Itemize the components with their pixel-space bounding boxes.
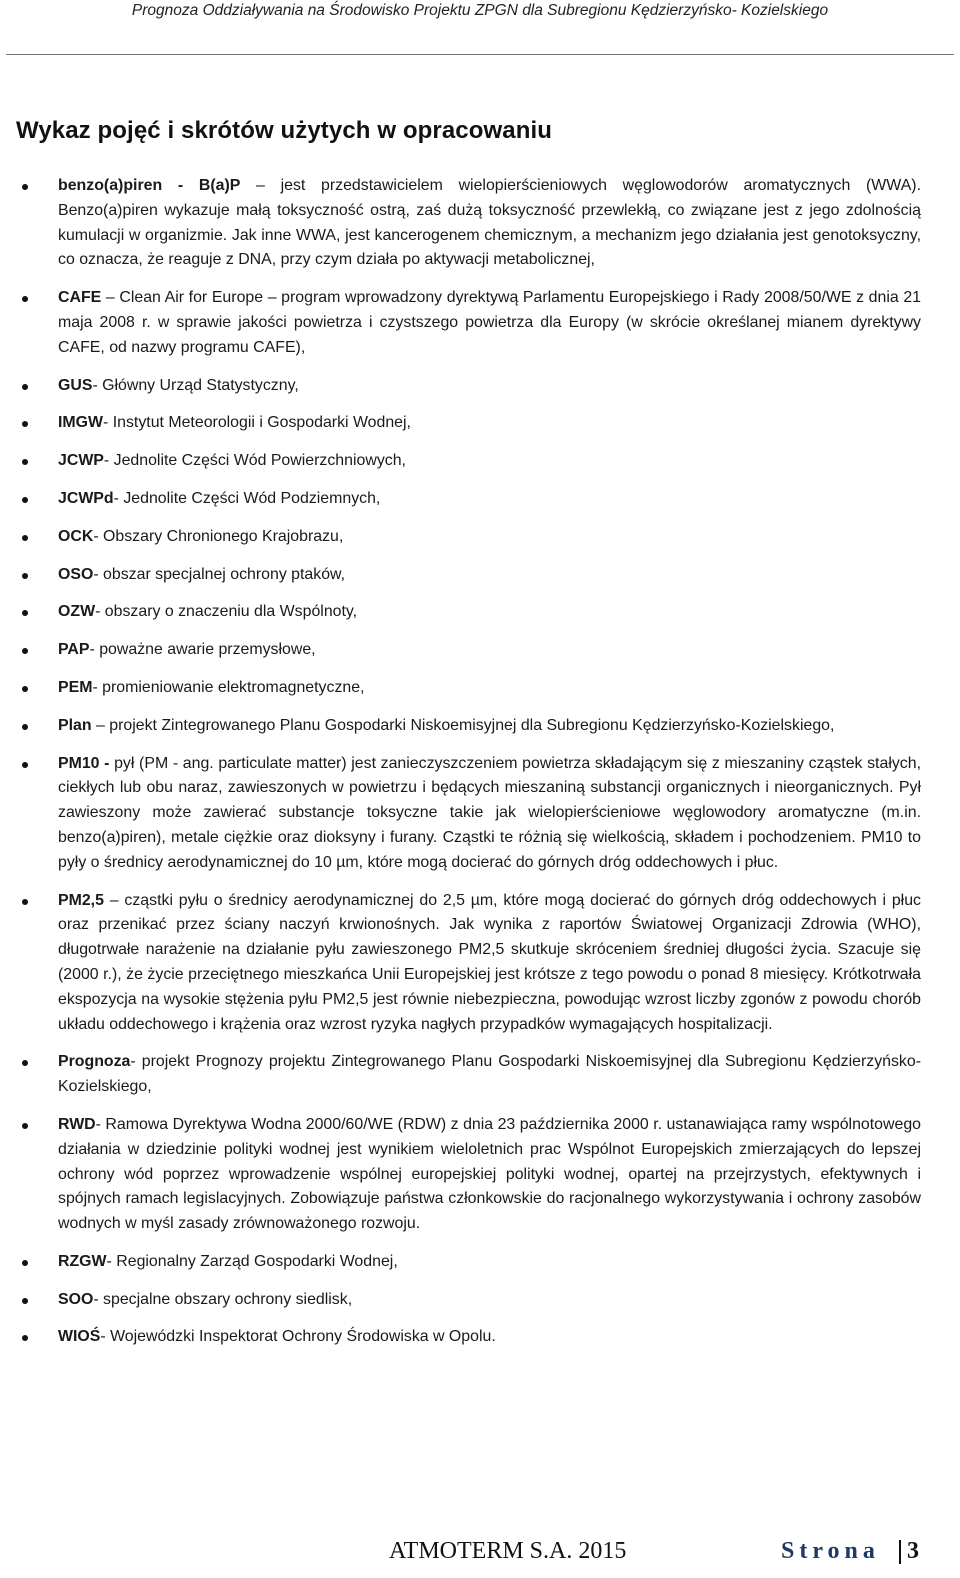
bullet-icon [22, 610, 28, 616]
glossary-definition: - Jednolite Części Wód Powierzchniowych, [103, 452, 406, 470]
bullet-icon [22, 535, 28, 541]
bullet-icon [22, 184, 28, 190]
glossary-term: benzo(a)piren - B(a)P [58, 177, 241, 194]
bullet-icon [22, 384, 28, 390]
glossary-term: JCWPd [58, 489, 114, 507]
glossary-term: PM2,5 [58, 891, 104, 909]
page-number-separator [899, 1540, 901, 1564]
glossary-entry [58, 487, 921, 512]
glossary-entry [58, 638, 921, 663]
glossary-definition: - Ramowa Dyrektywa Wodna 2000/60/WE (RDW) z dnia 23 października 2000 r. ustanawiająca ramy wspólnotowego działania w dziedzinie polityki wodnej jest wynikiem wieloletnich prac Wspólnot Europejskich zmierzających do lepszej ochrony wód poprzez wprowadzenie wspólnej europejskiej polityki wodnej, opartej na przejrzystych, efektywnych i spójnych ramach legislacyjnych. Zobowiązuje państwa członkowskie do racjonalnego wykorzystywania i ochrony zasobów wodnych w myśl zasady zrównoważonego rozwoju. [58, 1115, 921, 1233]
glossary-definition: - Jednolite Części Wód Podziemnych, [113, 489, 381, 507]
glossary-definition: – cząstki pyłu o średnicy aerodynamicznej do 2,5 µm, które mogą docierać do górnych dróg oddechowych i płuc oraz przenikać przez ściany naczyń krwionośnych. Jak wynika z raportów Światowej Organizacji Zdrowia (WHO), długotrwałe narażenie na działanie pyłu zawieszonego PM2,5 skutkuje skróceniem średniej długości życia. Szacuje się (2000 r.), że życie przeciętnego mieszkańca Unii Europejskiej jest krótsze z tego powodu o ponad 8 miesięcy. Krótkotrwała ekspozycja na wysokie stężenia pyłu PM2,5 jest równie niebezpieczna, powodując wzrost liczby zgonów z powodu chorób układu oddechowego i krążenia oraz wzrost ryzyka nagłych przypadków wymagających hospitalizacji. [58, 891, 921, 1033]
page-label: Strona [781, 1538, 880, 1564]
glossary-term: PM10 - [58, 754, 110, 772]
glossary-entry [58, 600, 921, 625]
glossary-term: Plan [58, 716, 92, 734]
glossary-definition: - Instytut Meteorologii i Gospodarki Wodnej, [103, 414, 411, 432]
glossary-entry [58, 174, 921, 273]
glossary-definition: – Clean Air for Europe – program wprowadzony dyrektywą Parlamentu Europejskiego i Rady 2008/50/WE z dnia 21 maja 2008 r. w sprawie jakości powietrza i czystszego powietrza dla Europy (w skrócie określanej mianem dyrektywy CAFE, od nazwy programu CAFE), [58, 289, 921, 356]
bullet-icon [22, 421, 28, 427]
glossary-entry [58, 752, 921, 876]
running-header-text: Prognoza Oddziaływania na Środowisko Projektu ZPGN dla Subregionu Kędzierzyńsko- Kozielskiego [131, 2, 829, 19]
glossary-term: PAP [58, 641, 90, 659]
bullet-icon [22, 1260, 28, 1266]
glossary-entry [58, 525, 921, 550]
glossary-term: WIOŚ [58, 1328, 101, 1346]
bullet-icon [22, 724, 28, 730]
glossary-entry [58, 1250, 921, 1275]
bullet-icon [22, 1123, 28, 1129]
glossary-term: Prognoza [58, 1053, 131, 1071]
glossary-definition: pył (PM - ang. particulate matter) jest zanieczyszczeniem powietrza składającym się z mieszaniny cząstek stałych, ciekłych lub obu naraz, zawieszonych w powietrzu i będących mieszaniną substancji organicznych i nieorganicznych. Pył zawieszony może zawierać substancje toksyczne takie jak wielopierścieniowe węglowodory aromatyczne (m.in. benzo(a)piren), metale ciężkie oraz dioksyny i furany. Cząstki te różnią się wielkością, składem i pochodzeniem. PM10 to pyły o średnicy aerodynamicznej do 10 µm, które mogą docierać do górnych dróg oddechowych i płuc. [58, 754, 921, 871]
bullet-icon [22, 762, 28, 768]
glossary-entry [58, 889, 921, 1038]
glossary-term: OSO [58, 565, 94, 583]
header-divider [6, 54, 954, 55]
glossary-definition: - obszary o znaczeniu dla Wspólnoty, [95, 603, 358, 621]
page-number: 3 [907, 1538, 919, 1564]
glossary-term: SOO [58, 1290, 94, 1308]
glossary-definition: – jest przedstawicielem wielopierścieniowych węglowodorów aromatycznych (WWA). Benzo(a)piren wykazuje małą toksyczność ostrą, zaś dużą toksyczność przewlekłą, co związane jest z jego zdolnością kumulacji w organizmie. Jak inne WWA, jest kancerogenem chemicznym, a mechanizm jego działania jest genotoksyczny, co oznacza, że reaguje z DNA, przy czym działa po aktywacji metabolicznej, [58, 177, 921, 269]
bullet-icon [22, 648, 28, 654]
page-footer [0, 1536, 960, 1576]
glossary-term: OCK [58, 527, 94, 545]
glossary-definition: - Wojewódzki Inspektorat Ochrony Środowiska w Opolu. [100, 1328, 496, 1346]
glossary-definition: - specjalne obszary ochrony siedlisk, [93, 1290, 353, 1308]
bullet-icon [22, 1298, 28, 1304]
glossary-term: JCWP [58, 452, 104, 470]
glossary-term: RWD [58, 1115, 96, 1133]
glossary-term: CAFE [58, 289, 102, 307]
page-title: Wykaz pojęć i skrótów użytych w opracowaniu [16, 117, 552, 144]
glossary-entry [58, 1113, 921, 1237]
glossary-definition: - poważne awarie przemysłowe, [89, 641, 316, 659]
bullet-icon [22, 1060, 28, 1066]
bullet-icon [22, 296, 28, 302]
glossary-entry [58, 676, 921, 701]
running-header [0, 0, 960, 30]
glossary-entry [58, 374, 921, 399]
bullet-icon [22, 686, 28, 692]
glossary-entry [58, 1050, 921, 1100]
glossary-entry [58, 286, 921, 360]
glossary-definition: - Regionalny Zarząd Gospodarki Wodnej, [106, 1252, 398, 1270]
glossary-definition: - Główny Urząd Statystyczny, [92, 376, 299, 394]
bullet-icon [22, 1335, 28, 1341]
footer-company: ATMOTERM S.A. 2015 [389, 1538, 627, 1564]
glossary-term: RZGW [58, 1252, 107, 1270]
glossary-term: OZW [58, 603, 96, 621]
glossary-entry [58, 449, 921, 474]
bullet-icon [22, 497, 28, 503]
glossary-entry [58, 1325, 921, 1350]
glossary-entry [58, 1288, 921, 1313]
glossary-term: GUS [58, 376, 93, 394]
glossary-definition: - Obszary Chronionego Krajobrazu, [93, 527, 344, 545]
glossary-definition: – projekt Zintegrowanego Planu Gospodarki Niskoemisyjnej dla Subregionu Kędzierzyńsko-Kozielskiego, [91, 716, 835, 734]
glossary-definition: - promieniowanie elektromagnetyczne, [92, 678, 365, 696]
glossary-term: PEM [58, 678, 93, 696]
bullet-icon [22, 899, 28, 905]
bullet-icon [22, 573, 28, 579]
bullet-icon [22, 459, 28, 465]
glossary-definition: - obszar specjalnej ochrony ptaków, [93, 565, 346, 583]
glossary-entry [58, 714, 921, 739]
glossary-entry [58, 563, 921, 588]
glossary-term: IMGW [58, 414, 104, 432]
glossary-entry [58, 411, 921, 436]
glossary-list [0, 174, 960, 1363]
glossary-definition: - projekt Prognozy projektu Zintegrowanego Planu Gospodarki Niskoemisyjnej dla Subregionu Kędzierzyńsko- Kozielskiego, [58, 1053, 921, 1096]
